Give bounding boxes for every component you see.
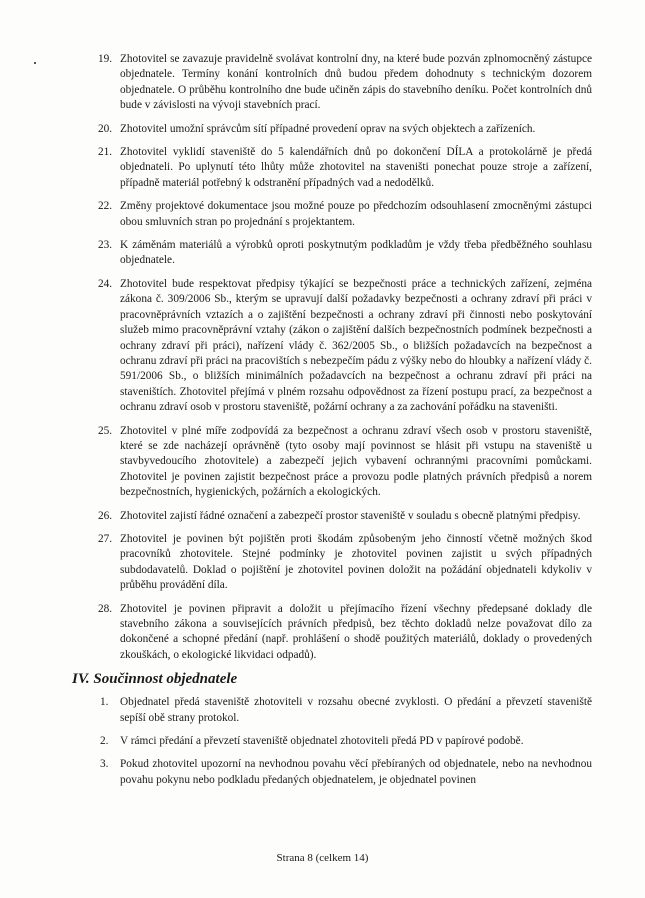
clause-number: 21. (98, 146, 113, 159)
section-clause-2 (86, 734, 592, 749)
clause-number: 20. (98, 122, 113, 135)
clause-28 (86, 602, 592, 664)
clause-text: Zhotovitel vyklidí staveniště do 5 kalendářních dnů po dokončení DÍLA a protokolárně je předá objednateli. Po uplynutí této lhůty může zhotovitel na staveništi ponechat pouze stroje a zařízení, případně materiál potřebný k odstranění případných vad a nedodělků. (120, 146, 592, 189)
clause-text: V rámci předání a převzetí staveniště objednatel zhotoviteli předá PD v papírové podobě. (120, 735, 524, 748)
section-heading: IV. Součinnost objednatele (72, 671, 238, 688)
section-clause-3 (86, 757, 592, 788)
clause-27 (86, 532, 592, 594)
clause-text: Zhotovitel zajistí řádné označení a zabezpečí prostor staveniště v souladu s obecně platnými předpisy. (120, 509, 581, 522)
page-content (72, 52, 592, 796)
clause-number: 22. (98, 200, 113, 213)
clause-19 (86, 52, 592, 114)
clause-22 (86, 199, 592, 230)
clause-text: Zhotovitel bude respektovat předpisy týkající se bezpečnosti práce a technických zařízení, zejména zákona č. 309/2006 Sb., kterým se upravují další požadavky bezpečnosti a ochrany zdraví při práci v pracovněprávních vztazích a o zajištění bezpečnosti a ochrany zdraví při činnosti nebo poskytování služeb mimo pracovněprávní vztahy (zákon o zajištění dalších bezpečnostních podmínek bezpečnosti a ochrany zdraví při práci), nařízení vlády č. 362/2005 Sb., o bližších požadavcích na bezpečnost a ochranu zdraví při práci na pracovištích s nebezpečím pádu z výšky nebo do hloubky a nařízení vlády č. 591/2006 Sb., o bližších minimálních požadavcích na bezpečnost a ochranu zdraví při práci na staveništích. Zhotovitel přejímá v plném rozsahu odpovědnost za řízení postupu prací, za bezpečnost a ochranu zdraví osob v prostoru staveniště, požární ochrany a za zachování pořádku na staveništi. (120, 277, 592, 414)
clause-text: Zhotovitel umožní správcům sítí případné provedení oprav na svých objektech a zařízeních. (120, 122, 536, 135)
scan-dot (34, 62, 36, 64)
clause-text: Zhotovitel se zavazuje pravidelně svolávat kontrolní dny, na které bude pozván zplnomocněný zástupce objednatele. Termíny konání kontrolních dnů budou předem dohodnuty s technickým dozorem objednatele. O průběhu kontrolního dne bude učiněn zápis do stavebního deníku. Počet kontrolních dnů bude v závislosti na vývoji stavebních prací. (120, 53, 592, 112)
clause-text: Zhotovitel je povinen být pojištěn proti škodám způsobeným jeho činností včetně možných škod pracovníků zhotovitele. Stejné podmínky je zhotovitel povinen zajistit u svých případných subdodavatelů. Doklad o pojištění je zhotovitel povinen doložit na požádání objednateli kdykoliv v průběhu provádění díla. (120, 532, 592, 592)
clause-20 (86, 122, 592, 137)
clause-number: 27. (98, 532, 113, 545)
clause-number: 3. (100, 758, 109, 771)
clause-text: Pokud zhotovitel upozorní na nevhodnou povahu věcí přebíraných od objednatele, nebo na nevhodnou povahu pokynu nebo podkladu předaných objednatelem, je objednatel povinen (120, 758, 592, 786)
clause-number: 19. (98, 53, 113, 65)
clause-text: Objednatel předá staveniště zhotoviteli v rozsahu obecné zvyklosti. O předání a převzetí staveniště sepíší obě strany protokol. (120, 696, 592, 724)
clause-24 (86, 277, 592, 416)
clause-number: 25. (98, 424, 113, 437)
clause-text: Změny projektové dokumentace jsou možné pouze po předchozím odsouhlasení zmocněnými zástupci obou smluvních stran po projednání s projektantem. (120, 200, 592, 228)
clause-number: 24. (98, 277, 113, 290)
clause-text: K záměnám materiálů a výrobků oproti poskytnutým podkladům je vždy třeba předběžného souhlasu objednatele. (120, 239, 592, 267)
clause-number: 23. (98, 239, 113, 252)
clause-21 (86, 145, 592, 191)
clause-number: 2. (100, 735, 109, 748)
clause-25 (86, 424, 592, 501)
clause-number: 1. (100, 696, 109, 709)
clause-26 (86, 509, 592, 524)
clause-number: 26. (98, 509, 113, 522)
clause-text: Zhotovitel v plné míře zodpovídá za bezpečnost a ochranu zdraví všech osob v prostoru staveniště, které se zde nacházejí oprávněně (tyto osoby mají povinnost se hlásit při vstupu na staveniště u stavbyvedoucího zhotovitele) a zabezpečí jejich vybavení ochrannými pracovními pomůckami. Zhotovitel je povinen zajistit bezpečnost práce a provozu podle platných právních předpisů a norem bezpečnostních, hygienických, požárních a ekologických. (120, 424, 592, 499)
clause-23 (86, 238, 592, 269)
section-clause-1 (86, 695, 592, 726)
clause-text: Zhotovitel je povinen připravit a doložit u přejímacího řízení všechny předepsané doklady dle stavebního zákona a souvisejících právních předpisů, bez těchto dokladů nelze považovat dílo za dokončené a schopné předání (např. prohlášení o shodě použitých materiálů, doklady o provedených zkouškách, o ekologické likvidaci odpadů). (120, 602, 592, 661)
page-footer: Strana 8 (celkem 14) (276, 852, 369, 864)
clause-number: 28. (98, 602, 113, 615)
